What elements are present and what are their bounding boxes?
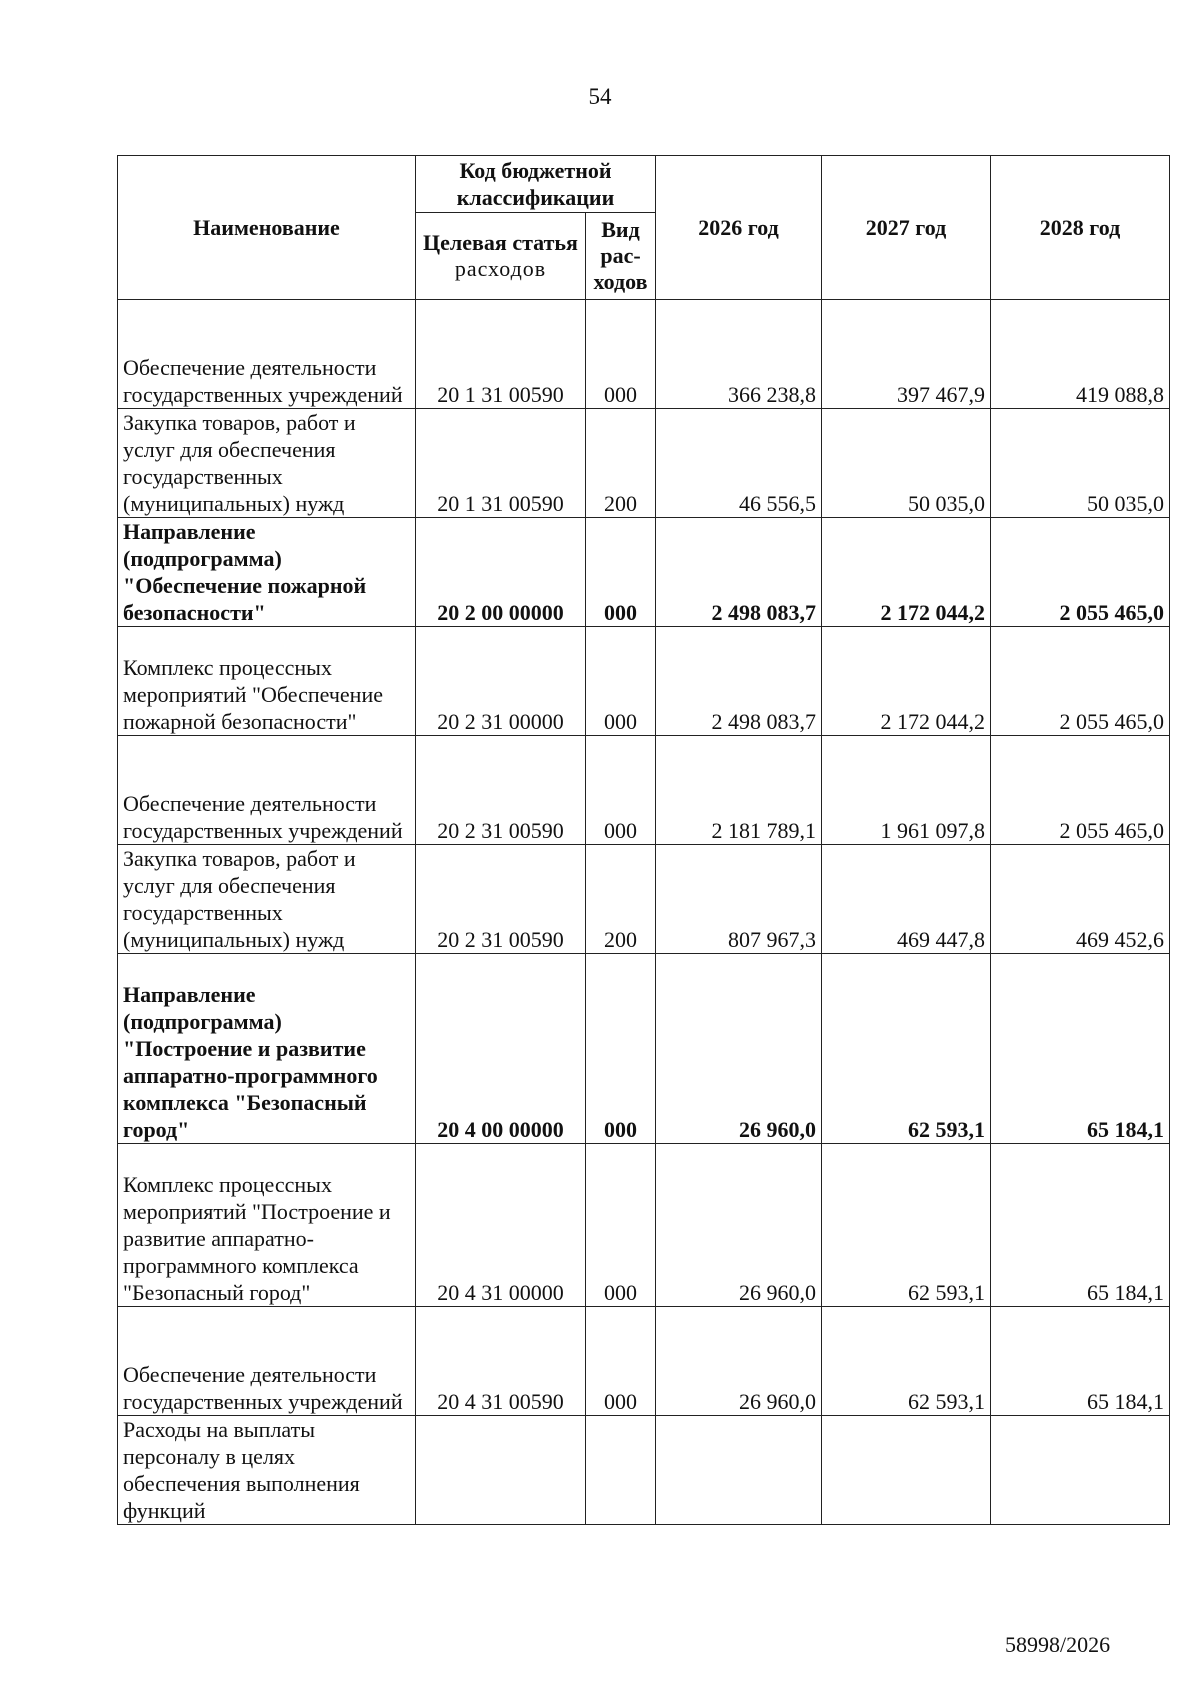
cell-2026: 46 556,5 [656, 409, 822, 518]
cell-name: Обеспечение деятельности государственных учреждений [118, 736, 416, 845]
header-2026: 2026 год [656, 156, 822, 300]
cell-name: Направление (подпрограмма) "Обеспечение пожарной безопасности" [118, 518, 416, 627]
header-kind: Вид рас-ходов [586, 213, 656, 300]
cell-2026: 807 967,3 [656, 845, 822, 954]
cell-code [416, 1416, 586, 1525]
cell-2028: 65 184,1 [991, 1307, 1170, 1416]
table-row [118, 736, 1170, 845]
cell-2026: 26 960,0 [656, 1144, 822, 1307]
cell-name: Закупка товаров, работ и услуг для обеспечения государственных (муниципальных) нужд [118, 845, 416, 954]
cell-code: 20 2 31 00000 [416, 627, 586, 736]
cell-2026 [656, 1416, 822, 1525]
table-row [118, 1307, 1170, 1416]
cell-code: 20 2 31 00590 [416, 736, 586, 845]
table-row [118, 409, 1170, 518]
cell-kind: 000 [586, 736, 656, 845]
cell-2028: 65 184,1 [991, 954, 1170, 1144]
cell-name: Комплекс процессных мероприятий "Обеспечение пожарной безопасности" [118, 627, 416, 736]
header-target-sub: расходов [454, 256, 547, 281]
document-id: 58998/2026 [1005, 1632, 1111, 1657]
table-row [118, 1144, 1170, 1307]
table-row [118, 627, 1170, 736]
table-row [118, 300, 1170, 409]
cell-2027 [822, 1416, 991, 1525]
cell-2026: 366 238,8 [656, 300, 822, 409]
cell-name: Комплекс процессных мероприятий "Построение и развитие аппаратно-программного комплекса "Безопасный город" [118, 1144, 416, 1307]
cell-code: 20 4 00 00000 [416, 954, 586, 1144]
cell-name: Закупка товаров, работ и услуг для обеспечения государственных (муниципальных) нужд [118, 409, 416, 518]
cell-name: Обеспечение деятельности государственных учреждений [118, 300, 416, 409]
cell-2027: 62 593,1 [822, 1144, 991, 1307]
header-2027: 2027 год [822, 156, 991, 300]
cell-kind: 000 [586, 954, 656, 1144]
cell-2027: 397 467,9 [822, 300, 991, 409]
cell-kind: 000 [586, 1307, 656, 1416]
cell-2026: 26 960,0 [656, 1307, 822, 1416]
cell-name: Направление (подпрограмма) "Построение и развитие аппаратно-программного комплекса "Безопасный город" [118, 954, 416, 1144]
cell-2026: 26 960,0 [656, 954, 822, 1144]
cell-2027: 62 593,1 [822, 954, 991, 1144]
cell-code: 20 1 31 00590 [416, 409, 586, 518]
table-row [118, 1416, 1170, 1525]
table-row [118, 845, 1170, 954]
cell-kind: 000 [586, 1144, 656, 1307]
cell-2026: 2 498 083,7 [656, 518, 822, 627]
cell-code: 20 4 31 00000 [416, 1144, 586, 1307]
cell-code: 20 1 31 00590 [416, 300, 586, 409]
header-name: Наименование [118, 156, 416, 300]
header-row [118, 156, 1170, 213]
cell-2026: 2 181 789,1 [656, 736, 822, 845]
table-row-subprogram [118, 954, 1170, 1144]
cell-kind [586, 1416, 656, 1525]
cell-2028: 469 452,6 [991, 845, 1170, 954]
table-row-subprogram [118, 518, 1170, 627]
cell-name: Обеспечение деятельности государственных учреждений [118, 1307, 416, 1416]
header-2028: 2028 год [991, 156, 1170, 300]
budget-table [117, 155, 1170, 1525]
cell-code: 20 4 31 00590 [416, 1307, 586, 1416]
cell-kind: 000 [586, 627, 656, 736]
cell-kind: 200 [586, 409, 656, 518]
cell-2027: 2 172 044,2 [822, 518, 991, 627]
cell-2026: 2 498 083,7 [656, 627, 822, 736]
cell-2028: 50 035,0 [991, 409, 1170, 518]
cell-2027: 469 447,8 [822, 845, 991, 954]
cell-kind: 000 [586, 300, 656, 409]
cell-2028: 2 055 465,0 [991, 736, 1170, 845]
cell-code: 20 2 00 00000 [416, 518, 586, 627]
header-code-group: Код бюджетной классификации [416, 156, 656, 213]
header-target [416, 213, 586, 300]
cell-2028: 65 184,1 [991, 1144, 1170, 1307]
cell-kind: 200 [586, 845, 656, 954]
cell-2027: 1 961 097,8 [822, 736, 991, 845]
cell-kind: 000 [586, 518, 656, 627]
cell-name: Расходы на выплаты персоналу в целях обеспечения выполнения функций [118, 1416, 416, 1525]
cell-2028: 2 055 465,0 [991, 627, 1170, 736]
cell-code: 20 2 31 00590 [416, 845, 586, 954]
cell-2027: 62 593,1 [822, 1307, 991, 1416]
cell-2027: 50 035,0 [822, 409, 991, 518]
header-target-label: Целевая статья [423, 230, 578, 255]
cell-2028: 2 055 465,0 [991, 518, 1170, 627]
cell-2028 [991, 1416, 1170, 1525]
cell-2028: 419 088,8 [991, 300, 1170, 409]
page-number: 54 [588, 84, 612, 109]
cell-2027: 2 172 044,2 [822, 627, 991, 736]
